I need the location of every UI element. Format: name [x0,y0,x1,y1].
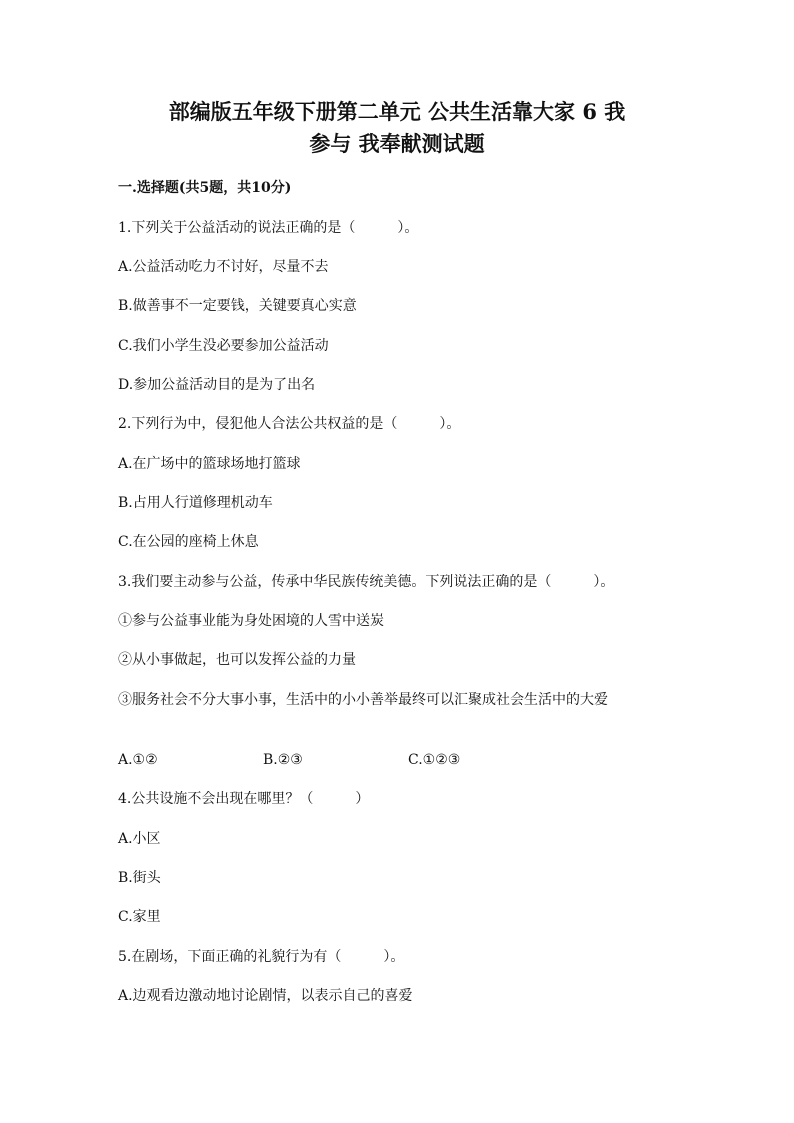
question-3-statement-2: ②从小事做起，也可以发挥公益的力量 [118,652,356,668]
question-3-statement-1: ①参与公益事业能为身处困境的人雪中送炭 [118,613,384,629]
question-2-option-b: B.占用人行道修理机动车 [118,495,273,511]
question-1-option-c: C.我们小学生没必要参加公益活动 [118,338,329,354]
question-4-option-b: B.街头 [118,870,161,886]
question-2-stem: 2.下列行为中，侵犯他人合法公共权益的是（ ）。 [118,416,461,432]
question-4-option-a: A.小区 [118,831,161,847]
section-heading: 一.选择题(共5题，共10分) [118,180,292,196]
question-3-option-c: C.①②③ [408,752,461,768]
document-title-line-1: 部编版五年级下册第二单元 公共生活靠大家 6 我 [168,99,626,124]
question-3-statement-3: ③服务社会不分大事小事，生活中的小小善举最终可以汇聚成社会生活中的大爱 [118,692,608,708]
question-1-stem: 1.下列关于公益活动的说法正确的是（ ）。 [118,220,419,236]
question-1-option-d: D.参加公益活动目的是为了出名 [118,377,316,393]
question-3-stem: 3.我们要主动参与公益，传承中华民族传统美德。下列说法正确的是（ ）。 [118,574,615,590]
question-4-stem: 4.公共设施不会出现在哪里？（ ） [118,791,370,807]
question-3-option-a: A.①② [118,752,158,768]
question-1-option-b: B.做善事不一定要钱，关键要真心实意 [118,298,357,314]
question-3-option-b: B.②③ [263,752,303,768]
question-2-option-a: A.在广场中的篮球场地打篮球 [118,456,301,472]
question-1-option-a: A.公益活动吃力不讨好，尽量不去 [118,259,329,275]
question-5-stem: 5.在剧场，下面正确的礼貌行为有（ ）。 [118,949,405,965]
question-5-option-a: A.边观看边激动地讨论剧情，以表示自己的喜爱 [118,988,413,1004]
question-4-option-c: C.家里 [118,909,161,925]
question-3-options-row [118,750,698,770]
document-title-line-2: 参与 我奉献测试题 [309,131,485,156]
question-2-option-c: C.在公园的座椅上休息 [118,534,259,550]
